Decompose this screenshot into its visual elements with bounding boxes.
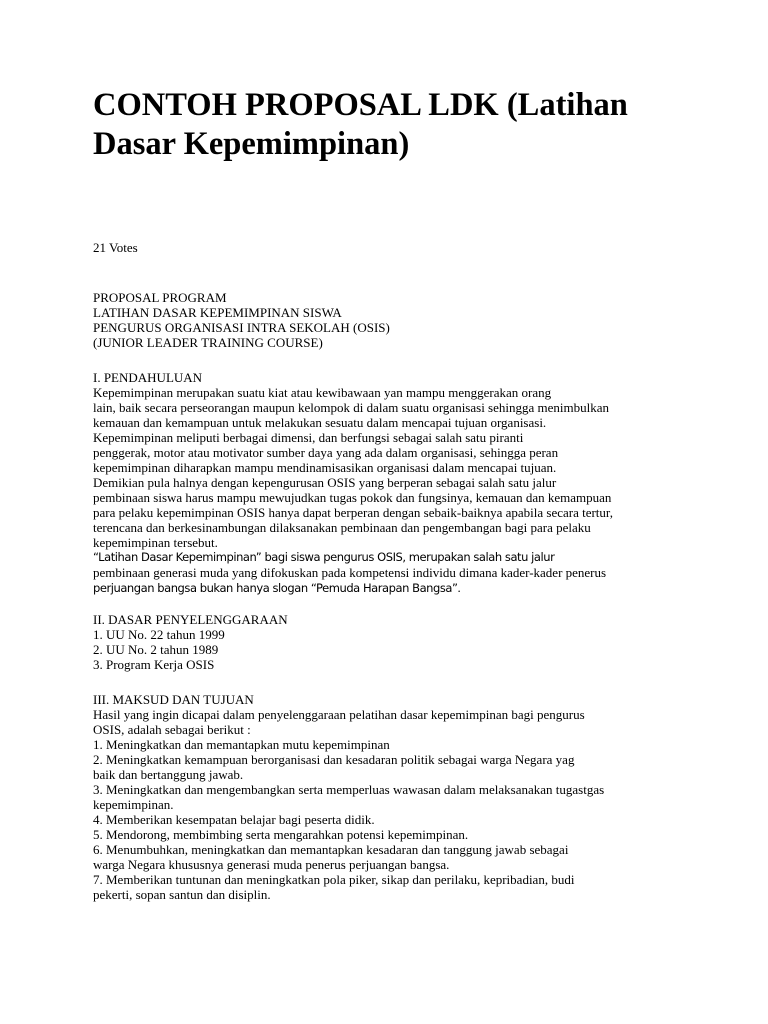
paragraph-line: pembinaan siswa harus mampu mewujudkan tugas pokok dan fungsinya, kemauan dan kemampuan: [93, 490, 612, 505]
section-heading: III. MAKSUD DAN TUJUAN: [93, 692, 254, 707]
paragraph-line: penggerak, motor atau motivator sumber daya yang ada dalam organisasi, sehingga peran: [93, 445, 559, 460]
section-pendahuluan: [93, 370, 613, 595]
proposal-header-line: LATIHAN DASAR KEPEMIMPINAN SISWA: [93, 305, 342, 320]
paragraph-line: kemauan dan kemampuan untuk melakukan sesuatu dalam mencapai tujuan organisasi.: [93, 415, 547, 430]
document-title-line-2: Dasar Kepemimpinan): [93, 126, 410, 162]
paragraph-line: Kepemimpinan merupakan suatu kiat atau kewibawaan yan mampu menggerakan orang: [93, 385, 552, 400]
list-item: pekerti, sopan santun dan disiplin.: [93, 887, 271, 902]
list-item: 6. Menumbuhkan, meningkatkan dan memantapkan kesadaran dan tanggung jawab sebagai: [93, 842, 569, 857]
proposal-header-line: (JUNIOR LEADER TRAINING COURSE): [93, 335, 323, 350]
paragraph-line: para pelaku kepemimpinan OSIS hanya dapat berperan dengan sebaik-baiknya apabila secara tertur,: [93, 505, 613, 520]
paragraph-line: kepemimpinan diharapkan mampu mendinamisasikan organisasi dalam mencapai tujuan.: [93, 460, 557, 475]
paragraph-line: OSIS, adalah sebagai berikut :: [93, 722, 251, 737]
list-item: kepemimpinan.: [93, 797, 174, 812]
paragraph-line: kepemimpinan tersebut.: [93, 535, 218, 550]
proposal-header-block: [93, 290, 390, 350]
list-item: 3. Meningkatkan dan mengembangkan serta memperluas wawasan dalam melaksanakan tugastgas: [93, 782, 605, 797]
quote-line-mixed: [93, 580, 613, 595]
list-item: 5. Mendorong, membimbing serta mengarahkan potensi kepemimpinan.: [93, 827, 469, 842]
section-dasar-penyelenggaraan: [93, 612, 288, 672]
paragraph-line: Kepemimpinan meliputi berbagai dimensi, dan berfungsi sebagai salah satu piranti: [93, 430, 524, 445]
paragraph-line: Demikian pula halnya dengan kepengurusan OSIS yang berperan sebagai salah satu jalur: [93, 475, 557, 490]
list-item: 1. UU No. 22 tahun 1999: [93, 627, 225, 642]
paragraph-line: lain, baik secara perseorangan maupun kelompok di dalam suatu organisasi sehingga menimbulkan: [93, 400, 610, 415]
quote-line: “Latihan Dasar Kepemimpinan” bagi siswa pengurus OSIS, merupakan salah satu jalur: [93, 550, 555, 564]
document-title-line-1: CONTOH PROPOSAL LDK (Latihan: [93, 87, 628, 123]
document-page: [93, 86, 693, 902]
list-item: 2. Meningkatkan kemampuan berorganisasi dan kesadaran politik sebagai warga Negara yag: [93, 752, 575, 767]
paragraph-line: Hasil yang ingin dicapai dalam penyelenggaraan pelatihan dasar kepemimpinan bagi pengurus: [93, 707, 585, 722]
quote-line-period: .: [457, 580, 461, 595]
votes-count: 21 Votes: [93, 240, 138, 255]
paragraph-line: terencana dan berkesinambungan dilaksanakan pembinaan dan pengembangan bagi para pelaku: [93, 520, 591, 535]
section-maksud-dan-tujuan: [93, 692, 604, 902]
list-item: warga Negara khususnya generasi muda penerus perjuangan bangsa.: [93, 857, 450, 872]
list-item: 2. UU No. 2 tahun 1989: [93, 642, 219, 657]
list-item: 7. Memberikan tuntunan dan meningkatkan pola piker, sikap dan perilaku, kepribadian, budi: [93, 872, 575, 887]
proposal-header-line: PROPOSAL PROGRAM: [93, 290, 227, 305]
list-item: 1. Meningkatkan dan memantapkan mutu kepemimpinan: [93, 737, 390, 752]
section-heading: II. DASAR PENYELENGGARAAN: [93, 612, 288, 627]
quote-line-text: perjuangan bangsa bukan hanya slogan “Pemuda Harapan Bangsa”: [93, 581, 458, 595]
document-title: [93, 86, 693, 164]
section-heading: I. PENDAHULUAN: [93, 370, 203, 385]
list-item: 4. Memberikan kesempatan belajar bagi peserta didik.: [93, 812, 375, 827]
proposal-header-line: PENGURUS ORGANISASI INTRA SEKOLAH (OSIS): [93, 320, 390, 335]
list-item: 3. Program Kerja OSIS: [93, 657, 215, 672]
paragraph-line: pembinaan generasi muda yang difokuskan pada kompetensi individu dimana kader-kader penerus: [93, 565, 607, 580]
list-item: baik dan bertanggung jawab.: [93, 767, 244, 782]
